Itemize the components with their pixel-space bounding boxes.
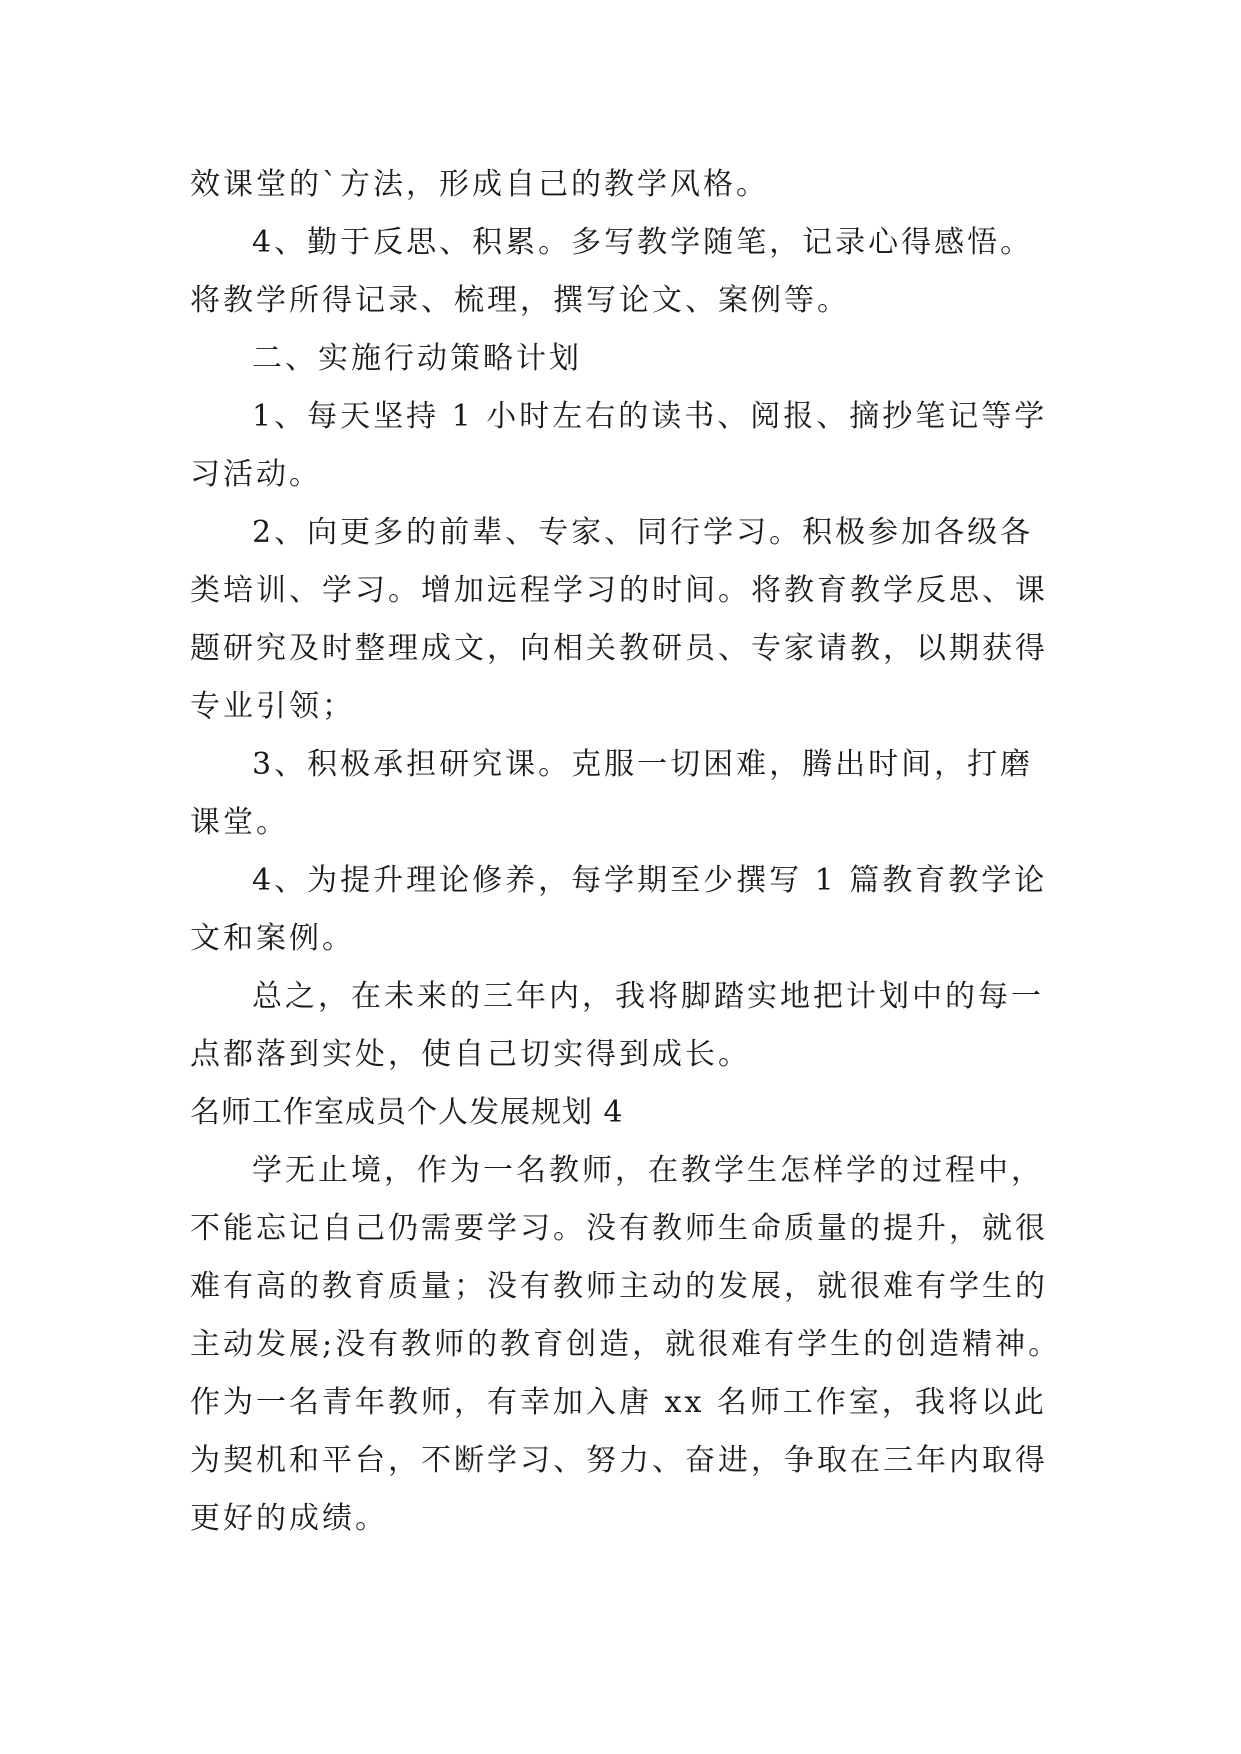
text-line: 为契机和平台，不断学习、努力、奋进，争取在三年内取得 — [190, 1443, 1048, 1478]
text-line: 效课堂的`方法，形成自己的教学风格。 — [190, 167, 769, 202]
text-line: 专业引领； — [190, 689, 355, 724]
text-line: 更好的成绩。 — [190, 1501, 388, 1536]
text-line: 难有高的教育质量；没有教师主动的发展，就很难有学生的 — [190, 1269, 1048, 1304]
text-line: 点都落到实处，使自己切实得到成长。 — [190, 1037, 751, 1072]
text-line: 文和案例。 — [190, 921, 355, 956]
section-heading: 二、实施行动策略计划 — [252, 341, 582, 376]
text-line: 1、每天坚持 1 小时左右的读书、阅报、摘抄笔记等学 — [252, 399, 1048, 434]
text-line: 题研究及时整理成文，向相关教研员、专家请教，以期获得 — [190, 631, 1048, 666]
text-line: 4、勤于反思、积累。多写教学随笔，记录心得感悟。 — [252, 225, 1034, 260]
text-line: 不能忘记自己仍需要学习。没有教师生命质量的提升，就很 — [190, 1211, 1048, 1246]
text-line: 类培训、学习。增加远程学习的时间。将教育教学反思、课 — [190, 573, 1048, 608]
text-line: 3、积极承担研究课。克服一切困难，腾出时间，打磨 — [252, 747, 1034, 782]
text-line: 作为一名青年教师，有幸加入唐 xx 名师工作室，我将以此 — [190, 1385, 1047, 1420]
text-line: 课堂。 — [190, 805, 289, 840]
text-line: 习活动。 — [190, 457, 322, 492]
text-line: 4、为提升理论修养，每学期至少撰写 1 篇教育教学论 — [252, 863, 1048, 898]
text-line: 学无止境，作为一名教师，在教学生怎样学的过程中， — [252, 1153, 1044, 1188]
article-title: 名师工作室成员个人发展规划 4 — [190, 1095, 624, 1130]
text-line: 主动发展;没有教师的教育创造，就很难有学生的创造精神。 — [190, 1327, 1062, 1362]
text-line: 2、向更多的前辈、专家、同行学习。积极参加各级各 — [252, 515, 1034, 550]
text-line: 总之，在未来的三年内，我将脚踏实地把计划中的每一 — [252, 979, 1044, 1014]
text-line: 将教学所得记录、梳理，撰写论文、案例等。 — [190, 283, 850, 318]
